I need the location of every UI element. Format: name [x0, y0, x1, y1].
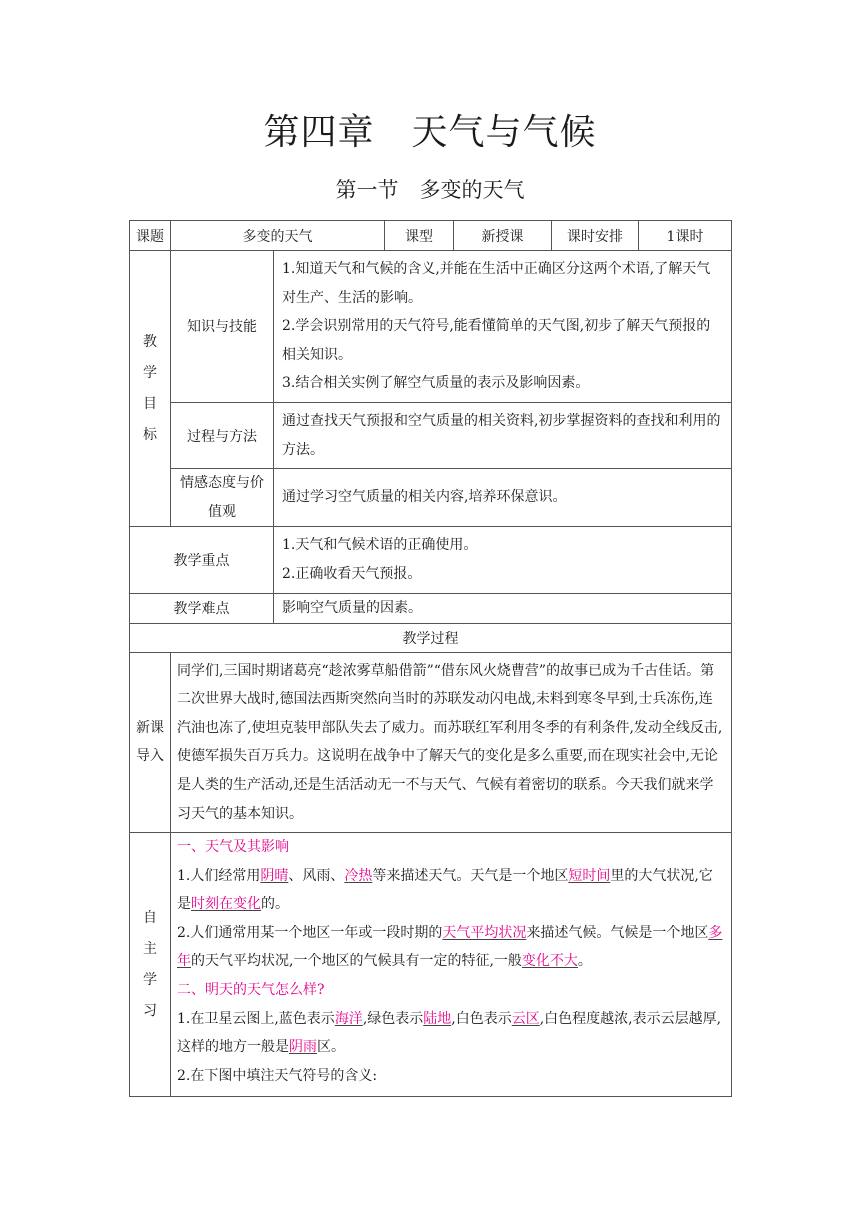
text-span: 2.人们通常用某一个地区一年或一段时期的 — [177, 924, 443, 941]
emotion-label-line: 情感态度与价 — [180, 475, 264, 492]
focus-item: 1.天气和气候术语的正确使用。 — [282, 537, 478, 554]
goals-label — [130, 251, 171, 527]
answer-blank: 陆地 — [423, 1010, 452, 1027]
answer-blank: 云区 — [511, 1010, 540, 1027]
process-header: 教学过程 — [130, 623, 732, 652]
answer-blank: 天气平均状况 — [442, 924, 527, 941]
focus-content — [274, 527, 732, 593]
goals-emotion-row — [130, 469, 732, 527]
emotion-label-line: 值观 — [208, 503, 236, 520]
text-span: 的天气平均状况,一个地区的气候具有一定的特征,一般 — [191, 953, 522, 970]
answer-blank: 海洋 — [334, 1010, 363, 1027]
knowledge-content — [274, 251, 732, 403]
self-study-row — [130, 833, 732, 1097]
intro-content: 同学们,三国时期诸葛亮“趁浓雾草船借箭”“借东风火烧曹营”的故事已成为千古佳话。第二次世界大战时,德国法西斯突然向当时的苏联发动闪电战,未料到寒冬早到,士兵冻伤,连汽油也冻了,使坦克装甲部队失去了威力。而苏联红军利用冬季的有利条件,发动全线反击,使德军损失百万兵力。这说明在战争中了解天气的变化是多么重要,而在现实社会中,无论是人类的生产活动,还是生活活动无一不与天气、气候有着密切的联系。今天我们就来学习天气的基本知识。 — [171, 652, 732, 833]
knowledge-item: 2.学会识别常用的天气符号,能看懂简单的天气图,初步了解天气预报的相关知识。 — [282, 318, 711, 363]
goals-knowledge-row — [130, 251, 732, 403]
intro-row — [130, 652, 732, 833]
self-study-heading-1: 一、天气及其影响 — [177, 839, 289, 856]
knowledge-label: 知识与技能 — [171, 251, 274, 403]
text-span: ,绿色表示 — [362, 1010, 424, 1027]
topic-value: 多变的天气 — [171, 221, 385, 251]
intro-label-line: 导入 — [136, 748, 164, 765]
text-span: 等来描述天气。天气是一个地区 — [372, 867, 569, 884]
schedule-label: 课时安排 — [552, 221, 639, 251]
text-span: 。 — [577, 953, 592, 970]
answer-blank: 冷热 — [344, 867, 373, 884]
text-span: 来描述气候。气候是一个地区 — [526, 924, 709, 941]
answer-blank: 变化不大 — [521, 953, 578, 970]
goals-label-char: 教 — [143, 333, 157, 350]
self-study-paragraph-4: 2.在下图中填注天气符号的含义: — [177, 1067, 378, 1084]
difficulty-content: 影响空气质量的因素。 — [274, 593, 732, 623]
self-study-label-char: 主 — [143, 940, 157, 957]
focus-row — [130, 527, 732, 593]
focus-item: 2.正确收看天气预报。 — [282, 565, 422, 582]
schedule-value: 1课时 — [639, 221, 732, 251]
goals-process-row — [130, 402, 732, 468]
goals-label-char: 标 — [143, 426, 157, 443]
text-span: 区。 — [317, 1039, 345, 1056]
chapter-title: 第四章 天气与气候 — [263, 112, 597, 153]
difficulty-row — [130, 593, 732, 623]
self-study-label-char: 自 — [143, 909, 157, 926]
self-study-label — [130, 833, 171, 1097]
type-value: 新授课 — [454, 221, 552, 251]
self-study-paragraph-3 — [177, 1005, 725, 1062]
answer-blank: 多年 — [177, 924, 723, 970]
difficulty-label: 教学难点 — [130, 593, 274, 623]
self-study-content — [171, 833, 732, 1097]
type-label: 课型 — [385, 221, 454, 251]
text-span: 1.在卫星云图上,蓝色表示 — [177, 1010, 335, 1027]
header-row — [130, 221, 732, 251]
self-study-label-char: 习 — [143, 1002, 157, 1019]
emotion-content: 通过学习空气质量的相关内容,培养环保意识。 — [274, 469, 732, 527]
answer-blank: 时刻在变化 — [191, 896, 261, 913]
intro-label-line: 新课 — [136, 719, 164, 736]
lesson-plan-table — [129, 220, 732, 1097]
goals-label-char: 目 — [143, 395, 157, 412]
text-span: ,白色表示 — [451, 1010, 512, 1027]
intro-label — [130, 652, 171, 833]
knowledge-item: 3.结合相关实例了解空气质量的表示及影响因素。 — [282, 375, 590, 392]
answer-blank: 阴晴 — [260, 867, 289, 884]
topic-label: 课题 — [130, 221, 171, 251]
knowledge-item: 1.知道天气和气候的含义,并能在生活中正确区分这两个术语,了解天气对生产、生活的影响。 — [282, 261, 711, 306]
process-content: 通过查找天气预报和空气质量的相关资料,初步掌握资料的查找和利用的方法。 — [274, 402, 732, 468]
text-span: 里的大气状况,它是 — [177, 867, 713, 913]
answer-blank: 阴雨 — [289, 1039, 317, 1056]
section-title: 第一节 多变的天气 — [335, 178, 525, 202]
focus-label: 教学重点 — [130, 527, 274, 593]
text-span: 、风雨、 — [288, 867, 345, 884]
self-study-heading-2: 二、明天的天气怎么样? — [177, 982, 325, 999]
answer-blank: 短时间 — [568, 867, 611, 884]
self-study-paragraph-1 — [177, 862, 725, 919]
text-span: 的。 — [261, 896, 289, 913]
self-study-label-char: 学 — [143, 971, 157, 988]
process-header-row — [130, 623, 732, 652]
text-span: ,白色程度越浓,表示云层越厚,这样的地方一般是 — [177, 1010, 722, 1056]
goals-label-char: 学 — [143, 364, 157, 381]
text-span: 1.人们经常用 — [177, 867, 261, 884]
emotion-label — [171, 469, 274, 527]
process-label: 过程与方法 — [171, 402, 274, 468]
self-study-paragraph-2 — [177, 919, 725, 976]
